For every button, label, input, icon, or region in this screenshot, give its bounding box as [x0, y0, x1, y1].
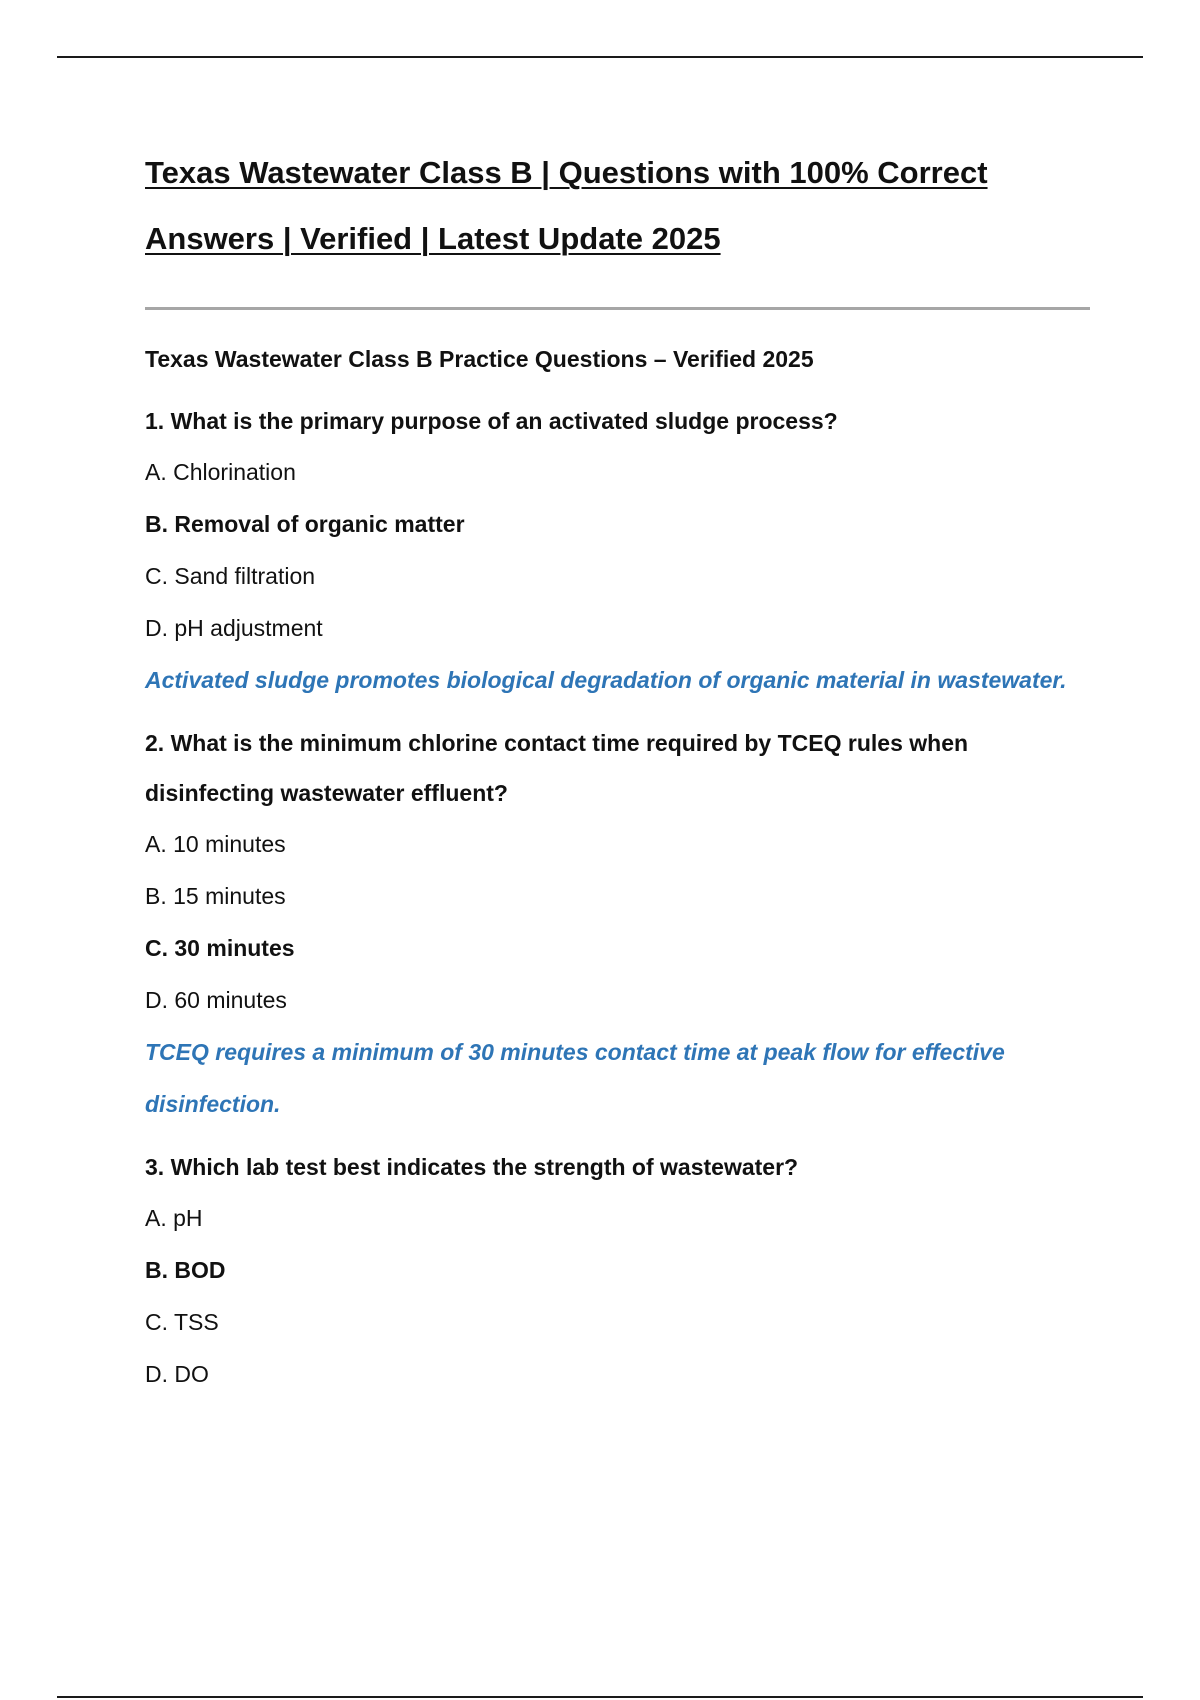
option-a: A. pH [145, 1205, 203, 1231]
answer-explanation: Activated sludge promotes biological degradation of organic material in wastewater. [145, 667, 1067, 693]
option-c: C. TSS [145, 1309, 219, 1335]
option-c: C. Sand filtration [145, 563, 316, 589]
option-b-correct: B. Removal of organic matter [145, 511, 465, 537]
title-divider [145, 307, 1090, 310]
option-a: A. 10 minutes [145, 831, 286, 857]
question-text: 1. What is the primary purpose of an activated sludge process? [145, 408, 838, 434]
page-top-rule [57, 56, 1143, 58]
document-title [145, 140, 1095, 272]
question-text: 2. What is the minimum chlorine contact time required by TCEQ rules when disinfecting wastewater effluent? [145, 730, 969, 806]
option-d: D. pH adjustment [145, 615, 323, 641]
option-b-correct: B. BOD [145, 1257, 226, 1283]
option-b: B. 15 minutes [145, 883, 286, 909]
question-2 [145, 718, 1095, 1130]
question-1 [145, 396, 1095, 706]
document-content [145, 140, 1095, 1387]
title-line-2: Answers | Verified | Latest Update 2025 [145, 221, 721, 256]
page-bottom-rule [57, 1696, 1143, 1698]
option-a: A. Chlorination [145, 459, 296, 485]
option-d: D. 60 minutes [145, 987, 287, 1013]
option-c-correct: C. 30 minutes [145, 935, 295, 961]
question-3 [145, 1142, 1095, 1400]
title-line-1: Texas Wastewater Class B | Questions with 100% Correct [145, 155, 988, 190]
section-subtitle: Texas Wastewater Class B Practice Questions – Verified 2025 [145, 346, 814, 372]
question-text: 3. Which lab test best indicates the strength of wastewater? [145, 1154, 799, 1180]
option-d: D. DO [145, 1361, 209, 1387]
answer-explanation: TCEQ requires a minimum of 30 minutes contact time at peak flow for effective disinfection. [145, 1039, 1005, 1117]
question-list [145, 396, 1095, 1412]
